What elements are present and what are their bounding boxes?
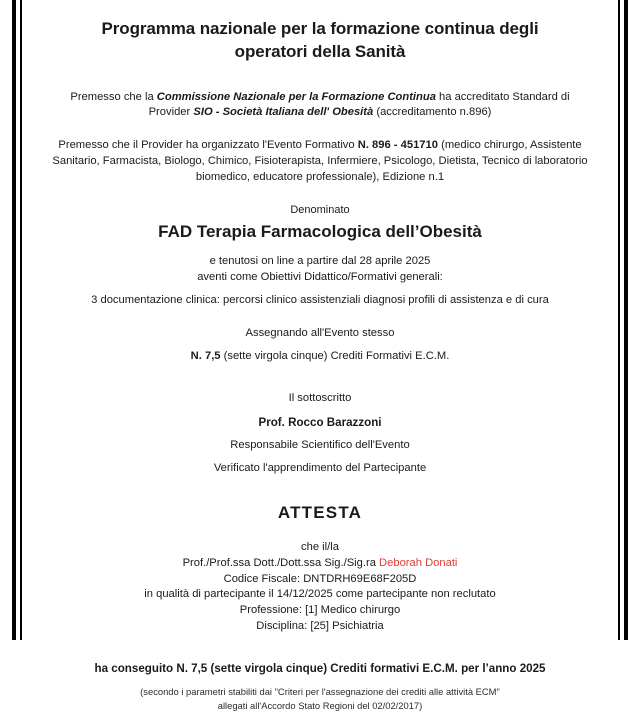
credits-amount-line <box>46 349 594 365</box>
page-title-line-2: operatori della Sanità <box>234 41 406 61</box>
event-professions-line-3: biomedico, educatore professionale), Edizione n.1 <box>195 171 445 184</box>
fiscal-code-label: Codice Fiscale: <box>223 572 304 585</box>
page-title-line-1: Programma nazionale per la formazione continua degli <box>101 19 539 38</box>
footnote-line-2: allegati all'Accordo Stato Regioni del 02/02/2017) <box>217 699 423 711</box>
credits-awarded-line: ha conseguito N. 7,5 (sette virgola cinque) Crediti formativi E.C.M. per l’anno 2025 <box>94 662 546 676</box>
attesta-heading: ATTESTA <box>277 502 363 522</box>
participation-line: in qualità di partecipante il 14/12/2025 come partecipante non reclutato <box>144 588 496 601</box>
commission-name: Commissione Nazionale per la Formazione Continua <box>156 90 436 103</box>
course-delivery-line: e tenutosi on line a partire dal 28 aprile 2025 <box>209 255 431 268</box>
provider-name: SIO - Società Italiana dell' Obesità <box>193 106 374 119</box>
course-name: FAD Terapia Farmacologica dell’Obesità <box>158 222 482 241</box>
profession-line: Professione: [1] Medico chirurgo <box>239 604 401 617</box>
page-title <box>52 18 588 64</box>
event-professions-line-2: Sanitario, Farmacista, Biologo, Chimico, Fisioterapista, Infermiere, Psicologo, Dietista, Tecnico di laboratorio <box>52 155 588 168</box>
event-lead-in: Premesso che il Provider ha organizzato l'Evento Formativo <box>58 139 358 152</box>
footnote-line-1: (secondo i parametri stabiliti dai "Criteri per l'assegnazione dei crediti alle attività ECM" <box>140 685 500 697</box>
accreditation-paragraph <box>46 90 594 122</box>
recipient-titles-prefix: Prof./Prof.ssa Dott./Dott.ssa Sig./Sig.ra <box>182 556 380 569</box>
accreditation-lead-in: Premesso che la <box>70 90 157 103</box>
denominato-label: Denominato <box>290 204 350 217</box>
discipline-line: Disciplina: [25] Psichiatria <box>256 620 384 633</box>
page-frame-left-thick-rule <box>12 0 16 640</box>
event-number: N. 896 - 451710 <box>357 139 438 152</box>
credits-assigning-label: Assegnando all'Evento stesso <box>245 326 395 339</box>
course-objective: 3 documentazione clinica: percorsi clinico assistenziali diagnosi profili di assistenza e di cura <box>91 293 549 306</box>
signer-role: Responsabile Scientifico dell'Evento <box>230 438 410 451</box>
fiscal-code-value: DNTDRH69E68F205D <box>303 572 417 585</box>
page-frame-right-thin-rule <box>618 0 620 640</box>
signer-name: Prof. Rocco Barazzoni <box>258 415 382 429</box>
page-frame-right-thick-rule <box>624 0 628 640</box>
recipient-name: Deborah Donati <box>379 556 458 569</box>
course-objectives-label: aventi come Obiettivi Didattico/Formativi generali: <box>197 271 443 283</box>
provider-label: Provider <box>148 106 194 119</box>
certificate-page <box>24 0 616 711</box>
footnote <box>46 685 594 712</box>
undersigned-label: Il sottoscritto <box>288 391 352 404</box>
credits-amount: N. 7,5 <box>190 349 221 362</box>
accreditation-after-commission: ha accreditato Standard di <box>435 90 570 103</box>
page-frame-left-thin-rule <box>20 0 22 640</box>
event-professions-line-1: (medico chirurgo, Assistente <box>437 139 582 152</box>
event-paragraph <box>46 138 594 186</box>
fiscal-code-line <box>46 572 594 588</box>
recipient-line <box>46 556 594 572</box>
credits-amount-words: (sette virgola cinque) Crediti Formativi E.C.M. <box>220 349 450 362</box>
attestation-that-label: che il/la <box>301 540 339 553</box>
accreditation-number: (accreditamento n.896) <box>373 106 492 119</box>
learning-verification-statement: Verificato l'apprendimento del Partecipante <box>213 461 427 474</box>
